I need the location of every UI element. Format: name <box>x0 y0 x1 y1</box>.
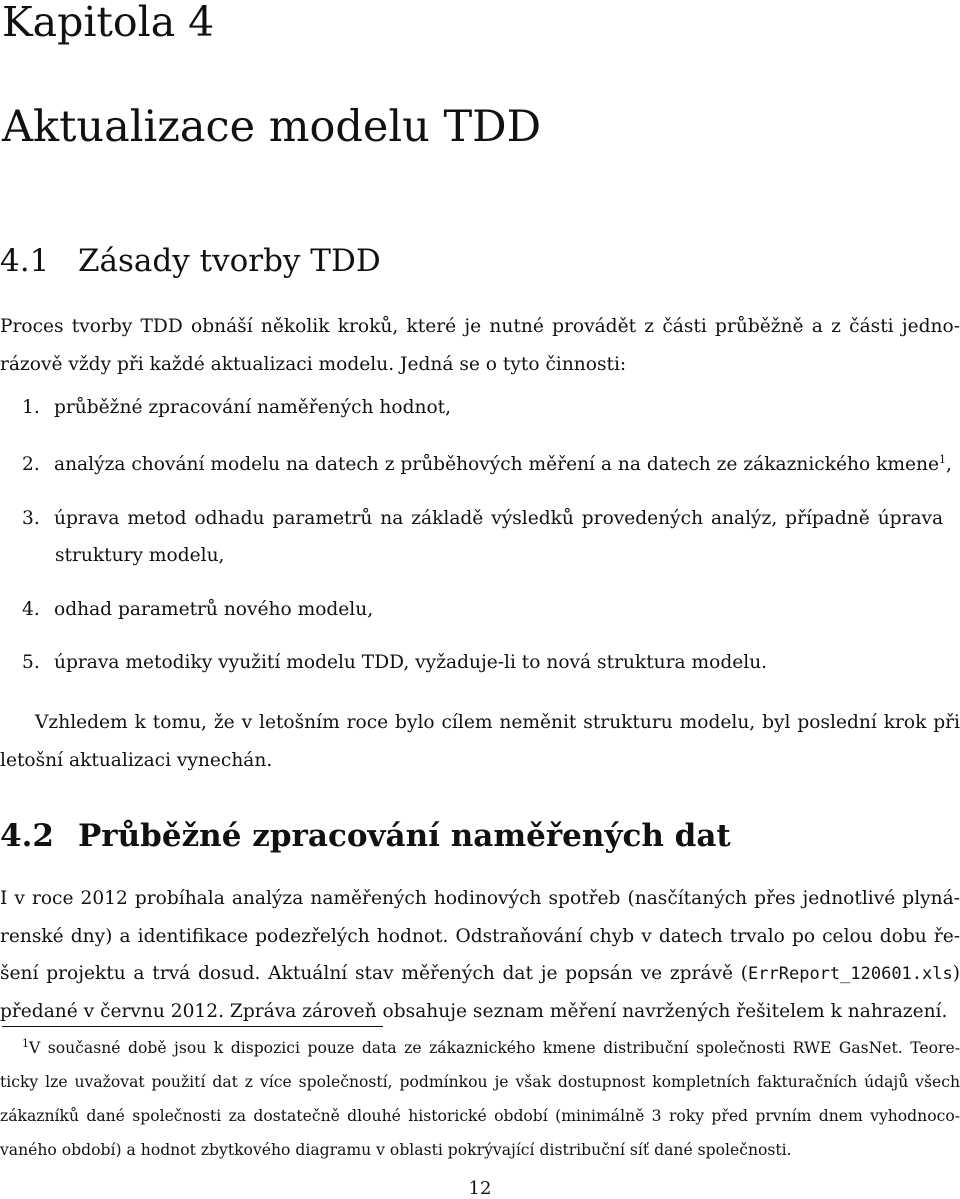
paragraph-line: I v roce 2012 probíhala analýza naměřených hodinových spotřeb (nasčítaných přes jednotlivé plyná- <box>0 888 960 909</box>
section-heading-4-2 <box>0 818 731 854</box>
section-heading-4-1 <box>0 243 381 279</box>
section-title: Zásady tvorby TDD <box>78 243 381 279</box>
footnote-line: vaného období) a hodnot zbytkového diagramu v oblasti pokrývající distribuční síť dané společnosti. <box>0 1141 792 1159</box>
chapter-title: Aktualizace modelu TDD <box>2 102 542 152</box>
section-number: 4.1 <box>0 243 50 279</box>
closing-paragraph <box>0 704 960 779</box>
paragraph-line: rázově vždy při každé aktualizaci modelu. Jedná se o tyto činnosti: <box>0 353 627 375</box>
footnote-mark: 1 <box>22 1036 29 1050</box>
section2-paragraph <box>0 880 960 1030</box>
footnote-line: zákazníků dané společnosti za dostatečně dlouhé historické období (minimálně 3 roky před prvním dnem vyhodnoco- <box>0 1107 960 1125</box>
section-title: Průběžné zpracování naměřených dat <box>78 818 731 854</box>
chapter-label: Kapitola 4 <box>2 0 215 46</box>
list-item: 1. průběžné zpracování naměřených hodnot, <box>22 397 452 418</box>
paragraph-line: šení projektu a trvá dosud. Aktuální stav měřených dat je popsán ve zprávě (ErrReport_120601.xls) <box>0 963 960 985</box>
report-filename: ErrReport_120601.xls <box>748 964 953 985</box>
paragraph-line: letošní aktualizaci vynechán. <box>0 749 273 771</box>
footnote-line: ticky lze uvažovat použití dat z více společností, podmínkou je však dostupnost kompletních fakturačních údajů všech <box>0 1073 960 1091</box>
paragraph-line: Proces tvorby TDD obnáší několik kroků, které je nutné provádět z části průběžně a z části jedno- <box>0 316 960 337</box>
list-item: 4. odhad parametrů nového modelu, <box>22 599 374 620</box>
footnote-line: $^1$V současné době jsou k dispozici pouze data ze zákaznického kmene distribuční společnosti RWE GasNet. Teore- <box>22 1036 960 1057</box>
section-number: 4.2 <box>0 818 54 854</box>
footnote-rule <box>2 1026 383 1027</box>
intro-paragraph <box>0 308 960 383</box>
paragraph-line: předané v červnu 2012. Zpráva zároveň obsahuje seznam měření navržených řešitelem k nahrazení. <box>0 1000 948 1022</box>
list-item: 3. úprava metod odhadu parametrů na základě výsledků provedených analýz, případně úprava <box>22 508 944 529</box>
list-item: 5. úprava metodiky využití modelu TDD, vyžaduje-li to nová struktura modelu. <box>22 652 768 673</box>
page-number: 12 <box>468 1178 492 1199</box>
list-item-continuation: struktury modelu, <box>55 545 225 566</box>
paragraph-line: Vzhledem k tomu, že v letošním roce bylo cílem neměnit strukturu modelu, byl poslední krok při <box>35 712 960 733</box>
list-item: 2. analýza chování modelu na datech z průběhových měření a na datech ze zákaznického kmene$^1$, <box>22 452 952 475</box>
footnote <box>0 1031 960 1167</box>
paragraph-line: renské dny) a identifikace podezřelých hodnot. Odstraňování chyb v datech trvalo po celou dobu ře- <box>0 925 960 947</box>
footnote-mark: 1 <box>938 452 946 466</box>
